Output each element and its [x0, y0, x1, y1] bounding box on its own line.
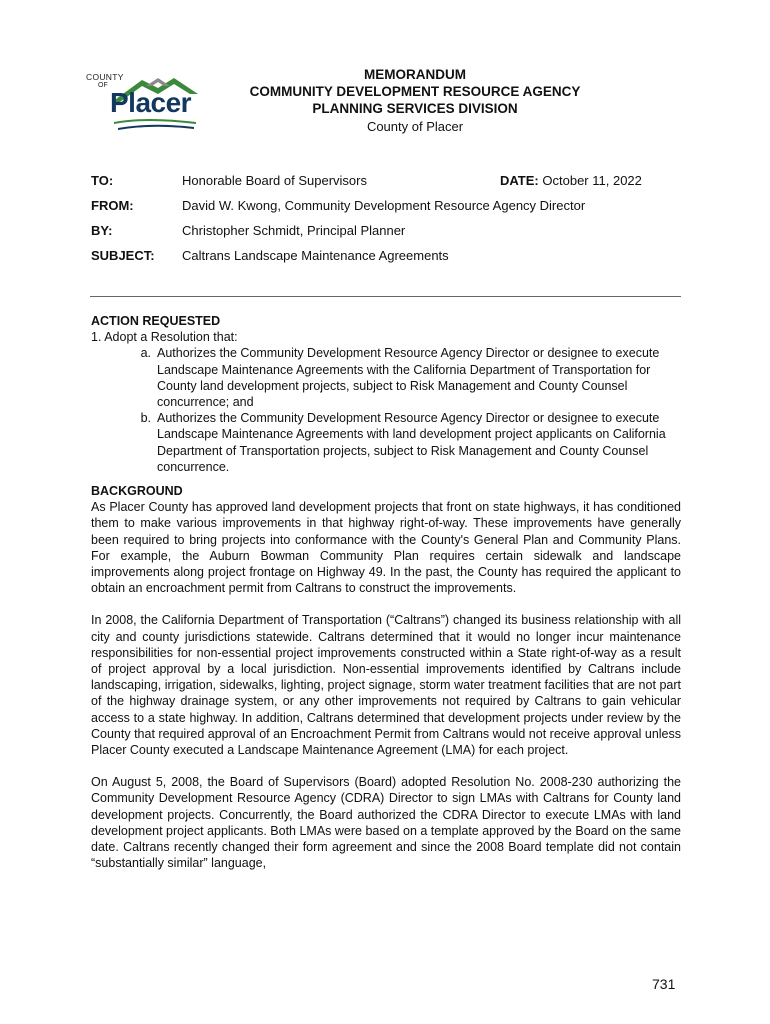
- from-value: David W. Kwong, Community Development Resource Agency Director: [182, 198, 586, 213]
- by-label: BY:: [91, 223, 113, 238]
- subject-label: SUBJECT:: [91, 248, 155, 263]
- memo-title: MEMORANDUM: [364, 67, 466, 82]
- subitem-text: Authorizes the Community Development Resource Agency Director or designee to execute Landscape Maintenance Agreements with land development project applicants on California Department of Transportation projects, subject to Risk Management and County Counsel concurrence.: [157, 411, 666, 474]
- date-field: [500, 173, 642, 188]
- action-subitem-b: [135, 410, 681, 475]
- action-requested-heading: ACTION REQUESTED: [91, 314, 221, 328]
- logo-placer-text: Placer: [110, 87, 192, 118]
- subitem-letter: b.: [140, 411, 151, 426]
- action-item-1: 1. Adopt a Resolution that:: [91, 330, 238, 345]
- date-label: DATE:: [500, 173, 539, 188]
- from-label: FROM:: [91, 198, 134, 213]
- county-subtitle: County of Placer: [366, 119, 464, 134]
- background-heading: BACKGROUND: [91, 484, 183, 499]
- logo-of-text: OF: [98, 82, 108, 89]
- subject-value: Caltrans Landscape Maintenance Agreements: [182, 248, 449, 263]
- division-title: PLANNING SERVICES DIVISION: [312, 101, 518, 116]
- county-of-placer-logo: [86, 72, 218, 132]
- date-value: October 11, 2022: [542, 173, 642, 188]
- header-divider: [90, 296, 681, 297]
- background-paragraph: In 2008, the California Department of Transportation (“Caltrans”) changed its business relationship with all city and county jurisdictions statewide. Caltrans determined that it would no longer incur maintenance responsibilities for non-essential project improvements constructed within a State right-of-way as a result of project approval by a local jurisdiction. Non-essential improvements identified by Caltrans include landscaping, irrigation, sidewalks, lighting, project signage, storm water treatment facilities that are not part of the highway drainage system, or any other improvements not required by Caltrans to gain vehicular access to a state highway. In addition, Caltrans determined that development projects under review by the County that required approval of an Encroachment Permit from Caltrans would not receive approval unless Placer County executed a Landscape Maintenance Agreement (LMA) for each project.: [91, 613, 681, 758]
- background-paragraph: As Placer County has approved land development projects that front on state highways, it has conditioned them to make various improvements in that highway right-of-way. These improvements have generally been required to bring projects into conformance with the County's General Plan and Community Plans. For example, the Auburn Bowman Community Plan requires certain sidewalk and landscape improvements along project frontage on Highway 49. In the past, the County has required the applicant to obtain an encroachment permit from Caltrans to construct the improvements.: [91, 500, 681, 596]
- page-number: 731: [652, 976, 676, 992]
- subitem-text: Authorizes the Community Development Resource Agency Director or designee to execute Landscape Maintenance Agreements with the California Department of Transportation for County land development projects, subject to Risk Management and County Counsel concurrence; and: [157, 346, 660, 410]
- background-paragraph: On August 5, 2008, the Board of Supervisors (Board) adopted Resolution No. 2008-230 authorizing the Community Development Resource Agency (CDRA) Director to sign LMAs with Caltrans for County land development projects. Concurrently, the Board authorized the CDRA Director to execute LMAs with land development project applicants. Both LMAs were based on a template approved by the Board on the same date. Caltrans recently changed their form agreement and since the 2008 Board template did not contain “substantially similar” language,: [91, 775, 681, 871]
- to-label: TO:: [91, 173, 114, 188]
- agency-title: COMMUNITY DEVELOPMENT RESOURCE AGENCY: [249, 84, 581, 99]
- logo-county-text: COUNTY: [86, 72, 124, 82]
- memo-body: [91, 313, 681, 872]
- action-subitem-a: [135, 345, 681, 410]
- memo-header: [210, 66, 620, 136]
- by-value: Christopher Schmidt, Principal Planner: [182, 223, 406, 238]
- to-value: Honorable Board of Supervisors: [182, 173, 367, 188]
- subitem-letter: a.: [140, 346, 151, 361]
